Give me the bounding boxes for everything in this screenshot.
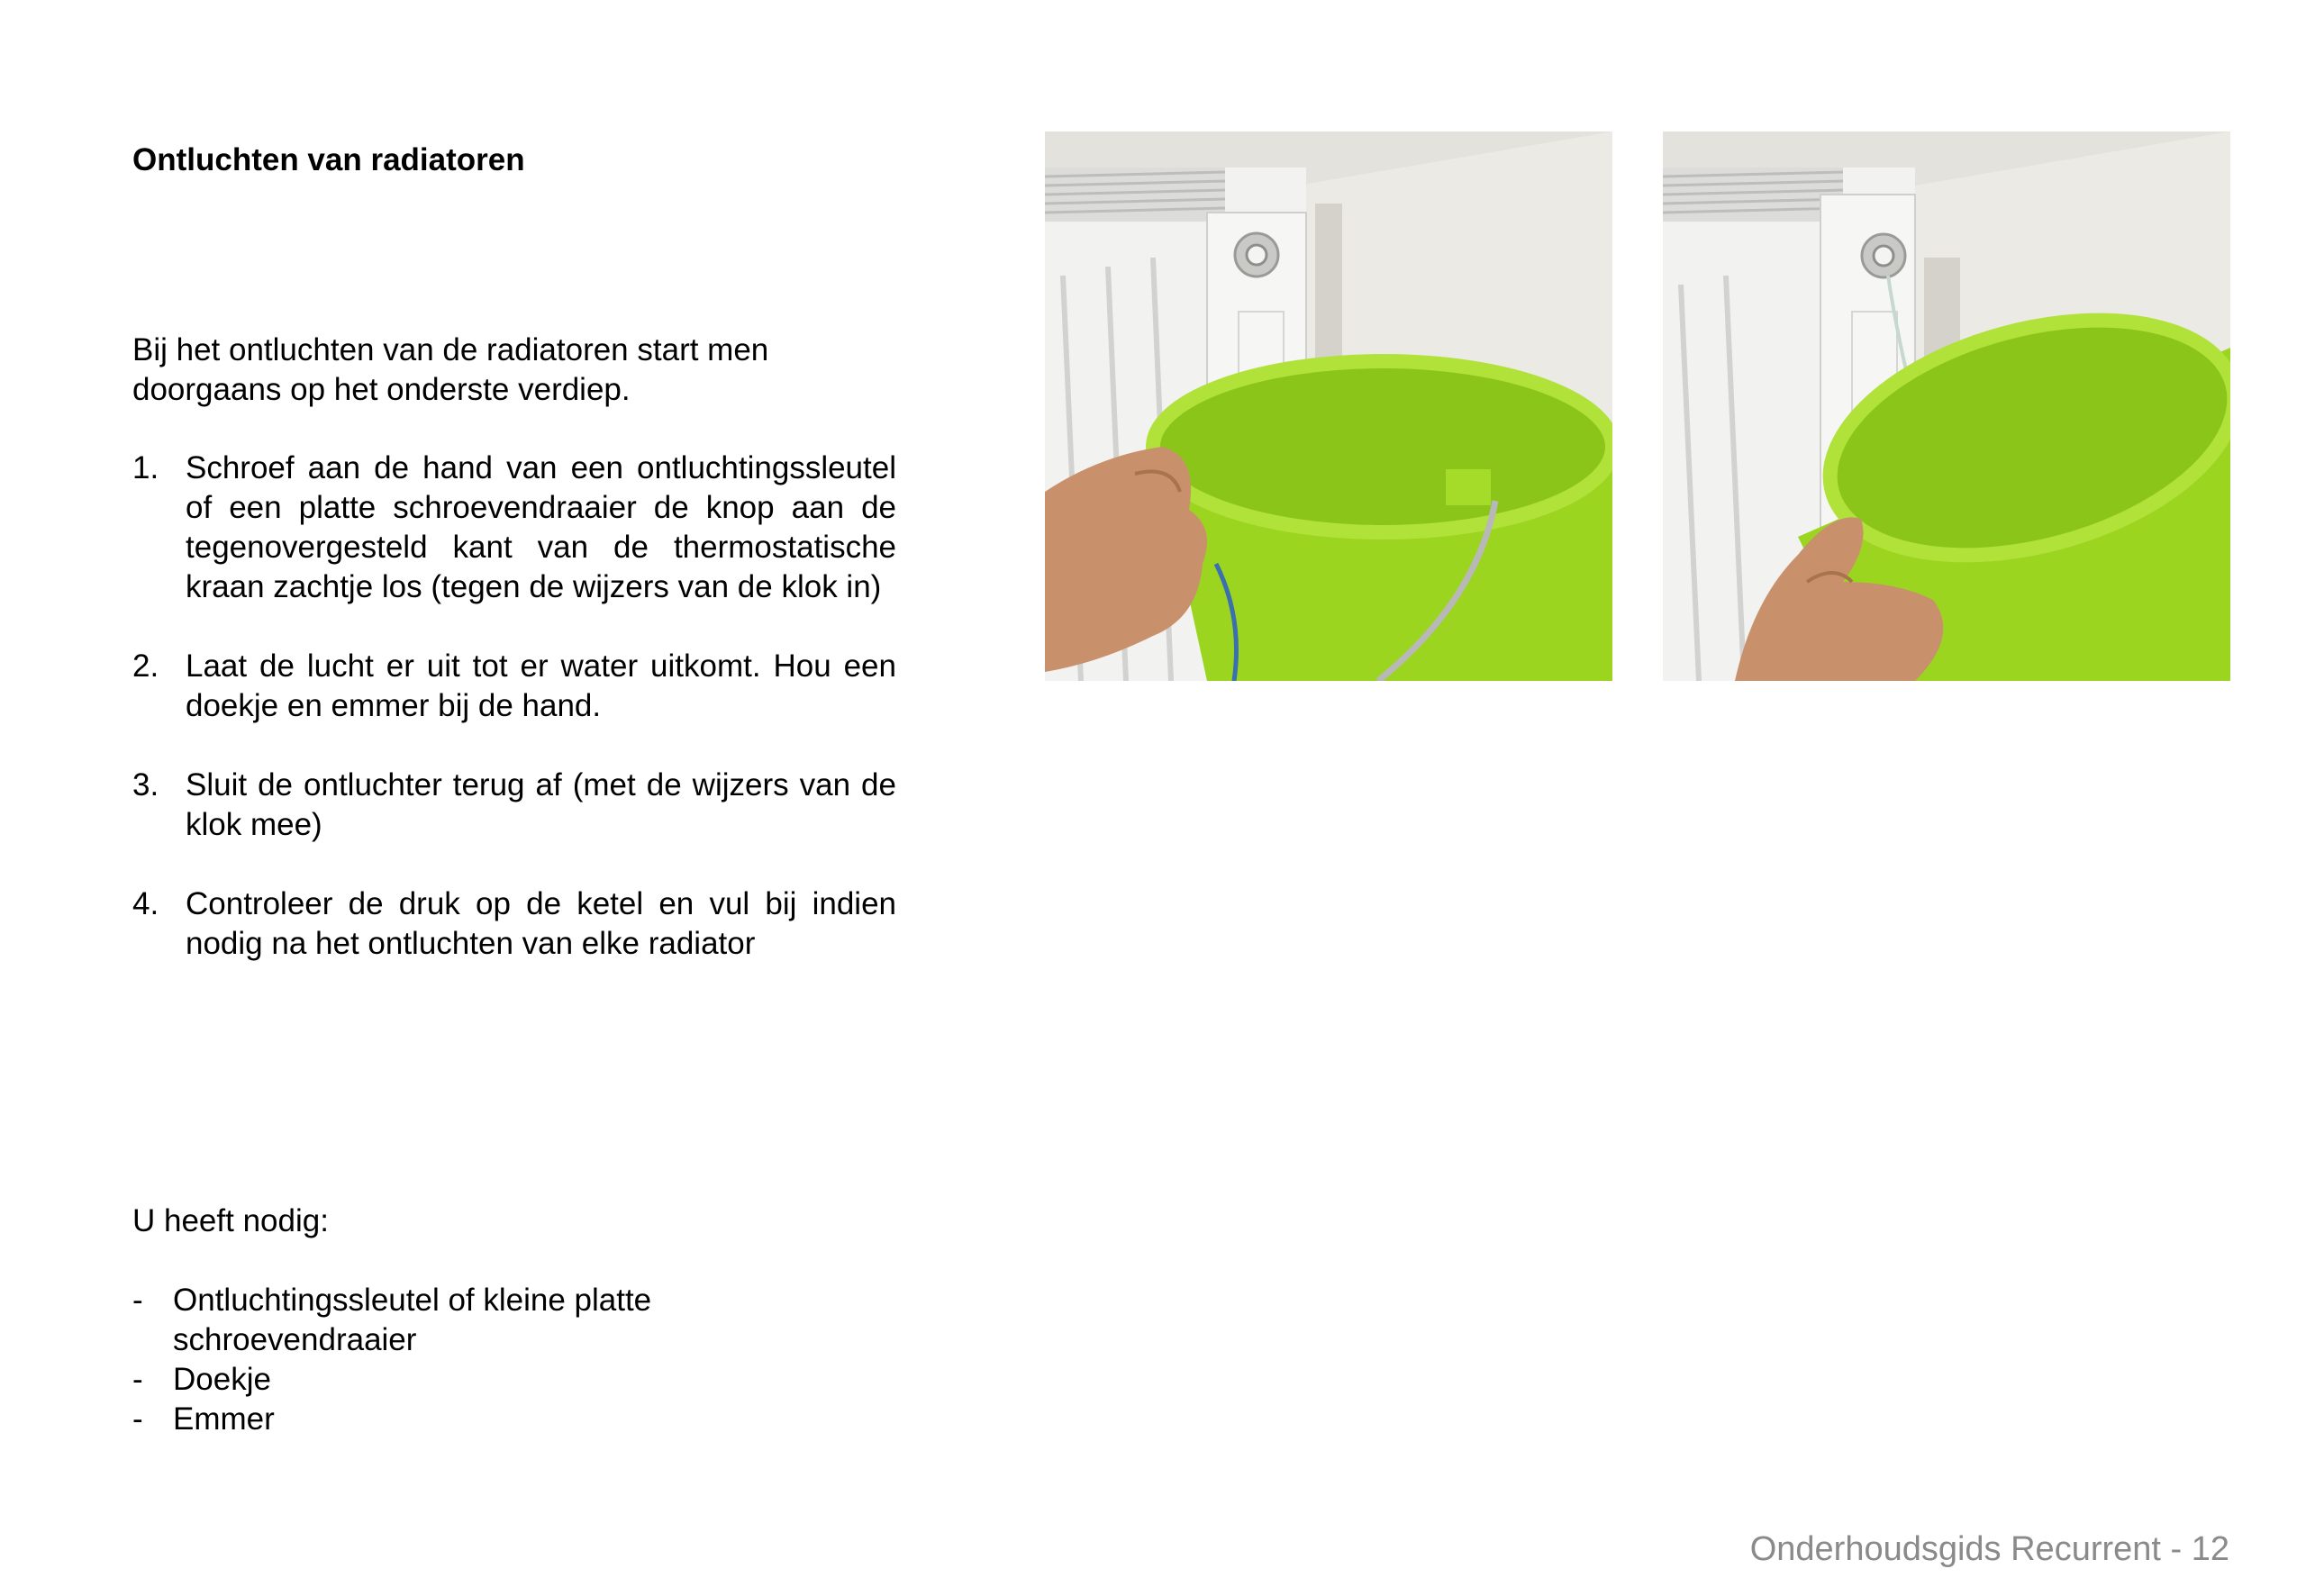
- photo-water-flowing: [1663, 131, 2230, 681]
- step-item: [132, 766, 896, 845]
- photo-water-flowing-illustration: [1663, 131, 2230, 681]
- needs-label: U heeft nodig:: [132, 1203, 329, 1238]
- step-number: 1.: [132, 450, 159, 485]
- photo-bucket-under-valve-illustration: [1045, 131, 1612, 681]
- step-text: Controleer de druk op de ketel en vul bij indien nodig na het ontluchten van elke radiator: [186, 886, 896, 961]
- needs-bullet: -: [132, 1362, 143, 1397]
- page-footer: Onderhoudsgids Recurrent - 12: [1749, 1530, 2229, 1568]
- step-text: Laat de lucht er uit tot er water uitkomt. Hou een doekje en emmer bij de hand.: [186, 648, 896, 723]
- photo-bucket-under-valve: [1045, 131, 1612, 681]
- needs-text: Doekje: [173, 1362, 271, 1397]
- step-item: [132, 449, 896, 607]
- step-number: 2.: [132, 648, 159, 684]
- instruction-steps: [132, 449, 896, 1003]
- needs-item: [132, 1281, 763, 1360]
- page-title: Ontluchten van radiatoren: [132, 142, 525, 177]
- step-number: 3.: [132, 767, 159, 803]
- needs-item: [132, 1400, 763, 1439]
- needs-item: [132, 1360, 763, 1400]
- step-number: 4.: [132, 886, 159, 921]
- needs-text: Emmer: [173, 1401, 275, 1437]
- needs-bullet: -: [132, 1283, 143, 1318]
- intro-paragraph: Bij het ontluchten van de radiatoren start men doorgaans op het onderste verdiep.: [132, 332, 769, 407]
- step-text: Schroef aan de hand van een ontluchtingssleutel of een platte schroevendraaier de knop aan de tegenovergesteld kant van de thermostatische kraan zachtje los (tegen de wijzers van de klok in): [186, 450, 896, 604]
- step-text: Sluit de ontluchter terug af (met de wijzers van de klok mee): [186, 767, 896, 842]
- step-item: [132, 647, 896, 726]
- step-item: [132, 884, 896, 964]
- needs-list: [132, 1281, 763, 1439]
- needs-text: Ontluchtingssleutel of kleine platte schroevendraaier: [173, 1283, 652, 1357]
- needs-bullet: -: [132, 1401, 143, 1437]
